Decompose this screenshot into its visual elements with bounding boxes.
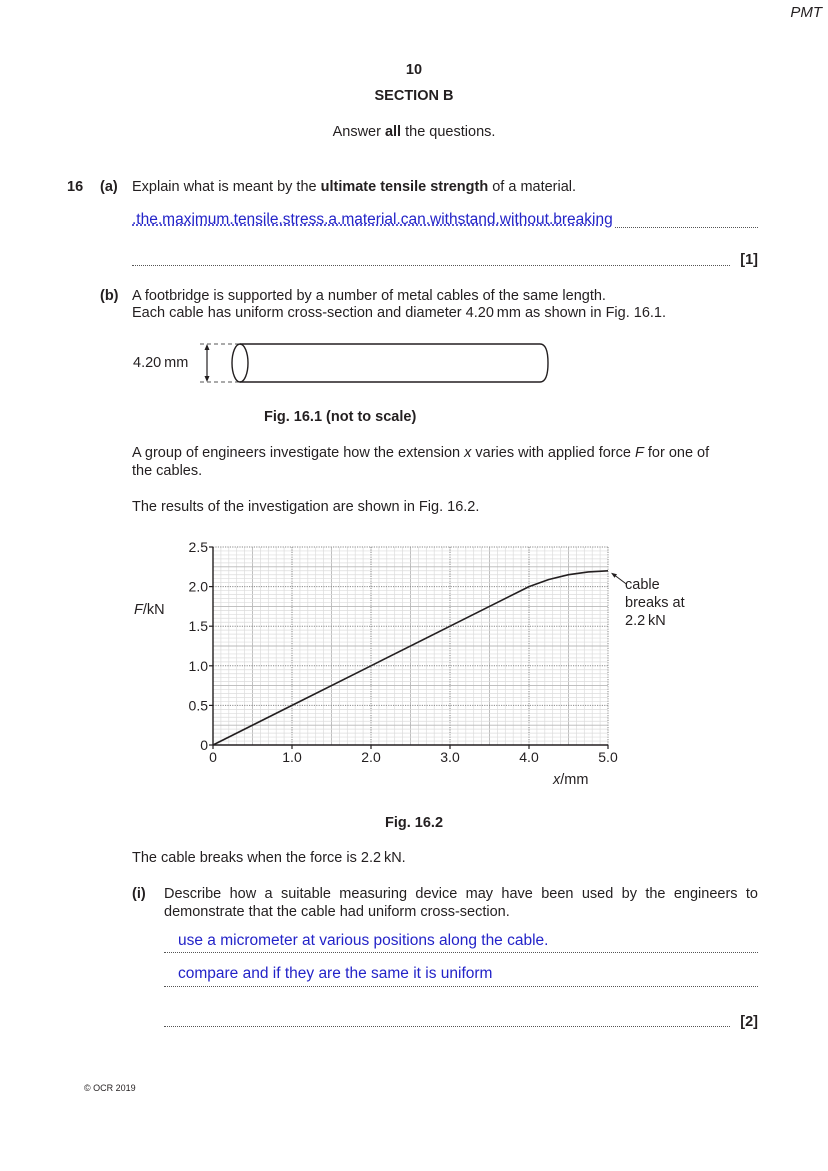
y-tick-label: 0.5 [188, 697, 208, 714]
x-tick-label: 3.0 [440, 749, 460, 765]
copyright: © OCR 2019 [84, 1083, 136, 1093]
answer-line-i2[interactable] [164, 964, 758, 990]
marks-i: [2] [740, 1014, 758, 1030]
x-tick-label: 0 [209, 749, 217, 765]
symbol-F: F [634, 445, 644, 461]
arrow-head-icon [611, 573, 617, 578]
sub-i-line1: Describe how a suitable measuring device may have been used by the engineers to [164, 886, 758, 902]
answer-line-a1[interactable] [132, 212, 758, 230]
answer-line-a2[interactable] [132, 250, 758, 268]
question-number: 16 [67, 179, 84, 195]
annotation [611, 573, 685, 629]
y-tick-label: 1.5 [188, 618, 208, 635]
cable-diameter-label: 4.20 mm [133, 355, 189, 371]
x-tick-label: 1.0 [282, 749, 302, 765]
para-text-mid: varies with applied force [471, 445, 635, 461]
prompt-text: Explain what is meant by the [132, 179, 321, 195]
x-axis-unit: /mm [560, 772, 589, 788]
part-b-line1: A footbridge is supported by a number of metal cables of the same length. [132, 288, 606, 304]
cable-end-ellipse [232, 344, 248, 382]
marks-a: [1] [740, 252, 758, 268]
paragraph-2: The results of the investigation are shown in Fig. 16.2. [132, 499, 480, 515]
break-statement: The cable breaks when the force is 2.2 kN. [132, 850, 406, 866]
figure1-caption: Fig. 16.1 (not to scale) [264, 409, 417, 425]
axes [209, 547, 608, 749]
symbol-x: x [464, 445, 472, 461]
sub-i-line2: demonstrate that the cable had uniform cross-section. [164, 904, 510, 920]
dotted-line [132, 265, 730, 266]
part-a-label: (a) [100, 179, 118, 195]
para-text-end: for one of [643, 445, 710, 461]
para-text: A group of engineers investigate how the extension [132, 445, 465, 461]
annotation-text: breaks at [625, 595, 685, 611]
y-axis-symbol: F [134, 602, 143, 618]
prompt-emphasis: ultimate tensile strength [320, 179, 489, 195]
answer-text-i1: use a micrometer at various positions along the cable. [178, 932, 549, 949]
prompt-text-end: of a material. [488, 179, 577, 195]
answer-text-a: .the.maximum.tensile.stress.a.material.can.withstand.without.breaking [132, 211, 613, 228]
instruction-text-end: the questions. [401, 124, 496, 140]
dotted-line [164, 986, 758, 987]
page-number: 10 [405, 62, 423, 78]
y-tick-label: 0 [200, 737, 208, 753]
paragraph-1 [132, 445, 709, 461]
annotation-text: 2.2 kN [625, 613, 666, 629]
x-tick-label: 4.0 [519, 749, 539, 765]
arrow-down-icon [205, 376, 210, 382]
instruction-emphasis: all [384, 124, 402, 140]
y-tick-label: 2.0 [188, 578, 208, 595]
answer-line-i1[interactable] [164, 930, 758, 956]
dotted-line [164, 1026, 730, 1027]
cable-diagram [195, 340, 555, 386]
force-extension-chart [0, 530, 828, 800]
answer-text-i2: compare and if they are the same it is uniform [178, 965, 493, 982]
arrow-up-icon [205, 344, 210, 350]
y-axis-label [134, 602, 165, 618]
sub-i-label: (i) [132, 886, 146, 902]
corner-label: PMT [790, 4, 822, 21]
dotted-line [164, 952, 758, 953]
x-tick-label: 5.0 [598, 749, 618, 765]
cable-body [240, 344, 548, 382]
instruction [0, 124, 828, 140]
instruction-text: Answer [332, 124, 385, 140]
y-tick-label: 2.5 [188, 539, 208, 555]
x-axis-label [552, 772, 588, 788]
part-b-line2: Each cable has uniform cross-section and diameter 4.20 mm as shown in Fig. 16.1. [132, 305, 667, 321]
x-axis-symbol: x [553, 772, 561, 788]
figure2-caption: Fig. 16.2 [384, 815, 444, 831]
answer-line-i3[interactable] [164, 1012, 758, 1032]
part-b-label: (b) [100, 288, 119, 304]
x-tick-label: 2.0 [361, 749, 381, 765]
y-tick-label: 1.0 [188, 657, 208, 674]
y-axis-unit: /kN [142, 602, 165, 618]
annotation-text: cable [625, 577, 660, 593]
section-title: SECTION B [374, 88, 454, 104]
part-a-prompt [132, 179, 576, 195]
paragraph-1-line2: the cables. [132, 463, 203, 479]
